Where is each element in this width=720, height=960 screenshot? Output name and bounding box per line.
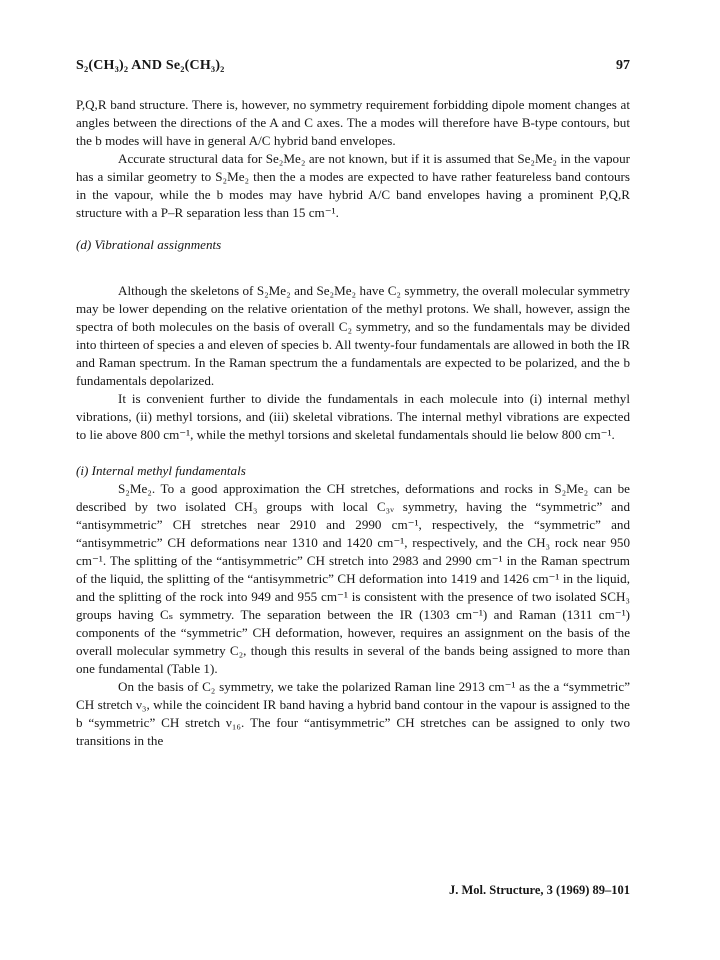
paragraph: It is convenient further to divide the fundamentals in each molecule into (i) internal methyl vibrations, (ii) methyl torsions, and (iii) skeletal vibrations. The internal methyl vibrations are expected to lie above 800 cm⁻¹, while the methyl torsions and skeletal fundamentals should lie below 800 cm⁻¹.: [76, 391, 630, 442]
paragraph: Although the skeletons of S₂Me₂ and Se₂Me₂ have C₂ symmetry, the overall molecular symmetry may be lower depending on the relative orientation of the methyl protons. We shall, however, assign the spectra of both molecules on the basis of overall C₂ symmetry, and so the fundamentals may be divided into thirteen of species a and eleven of species b. All twenty-four fundamentals are allowed in both the IR and Raman spectrum. In the Raman spectrum the a fundamentals are expected to be polarized, and the b fundamentals depolarized.: [76, 283, 630, 388]
running-title: S₂(CH₃)₂ AND Se₂(CH₃)₂: [76, 58, 225, 73]
page-number: 97: [616, 58, 630, 73]
running-header: [76, 58, 630, 78]
subsection-heading: (i) Internal methyl fundamentals: [76, 463, 246, 478]
section-heading: (d) Vibrational assignments: [76, 237, 222, 252]
journal-citation: J. Mol. Structure, 3 (1969) 89–101: [449, 883, 630, 897]
paragraph: On the basis of C₂ symmetry, we take the polarized Raman line 2913 cm⁻¹ as the a “symmetric” CH stretch ν₃, while the coincident IR band having a hybrid band contour in the vapour is assigned to the b “symmetric” CH stretch ν₁₆. The four “antisymmetric” CH stretches can be assigned to only two transitions in the: [76, 679, 630, 748]
paragraph: P,Q,R band structure. There is, however, no symmetry requirement forbidding dipole moment changes at angles between the directions of the A and C axes. The a modes will therefore have B-type contours, but the b modes will have in general A/C hybrid band envelopes.: [76, 97, 630, 148]
main-text: [76, 96, 630, 750]
paragraph: S₂Me₂. To a good approximation the CH stretches, deformations and rocks in S₂Me₂ can be described by two isolated CH₃ groups with local C₃ᵥ symmetry, having the “symmetric” and “antisymmetric” CH stretches near 2910 and 2990 cm⁻¹, respectively, the “symmetric” and “antisymmetric” CH deformations near 1310 and 1420 cm⁻¹, respectively, and the CH₃ rock near 950 cm⁻¹. The splitting of the “antisymmetric” CH stretch into 2983 and 2990 cm⁻¹ in the Raman spectrum of the liquid, the splitting of the “antisymmetric” CH deformation into 1419 and 1426 cm⁻¹ in the liquid, and the splitting of the rock into 949 and 955 cm⁻¹ is consistent with the presence of two isolated SCH₃ groups having Cₛ symmetry. The separation between the IR (1303 cm⁻¹) and Raman (1311 cm⁻¹) components of the “symmetric” CH deformation, however, requires an assignment on the basis of the overall molecular symmetry C₂, though this results in several of the bands being assigned to more than one fundamental (Table 1).: [76, 481, 630, 676]
paragraph: Accurate structural data for Se₂Me₂ are not known, but if it is assumed that Se₂Me₂ in the vapour has a similar geometry to S₂Me₂ then the a modes are expected to have rather featureless band contours in the vapour, while the b modes may have hybrid A/C band envelopes having a prominent P,Q,R structure with a P–R separation less than 15 cm⁻¹.: [76, 151, 630, 220]
